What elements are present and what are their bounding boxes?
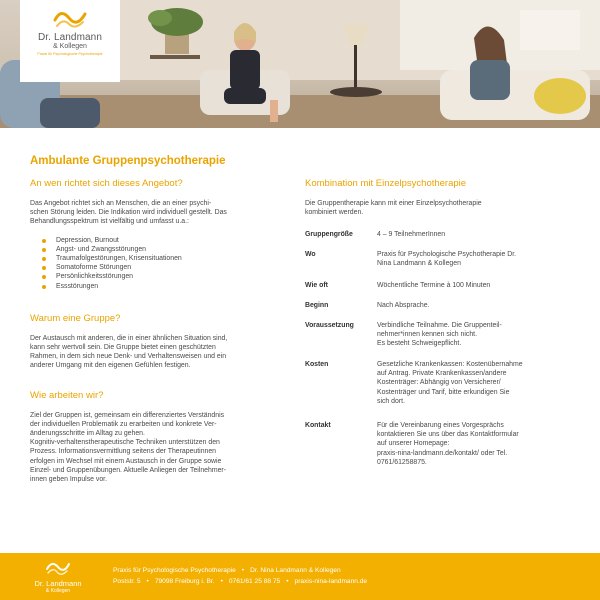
right-column xyxy=(305,178,570,217)
logo-subtitle: & Kollegen xyxy=(53,43,87,50)
list-item: Angst- und Zwangsstörungen xyxy=(30,245,290,254)
text-line: Es besteht Schweigepflicht. xyxy=(377,340,462,348)
info-key: Wo xyxy=(305,251,316,258)
footer-separator: • xyxy=(286,578,289,585)
text-line: Behandlungsspektrum ist vielfältig und umfasst u.a.: xyxy=(30,218,189,226)
info-key: Kosten xyxy=(305,361,329,368)
text-line: Rahmen, in dem sich neue Denk- und Verhaltensweisen und ein xyxy=(30,353,227,361)
footer-city: 79098 Freiburg i. Br. xyxy=(154,578,215,585)
text-line: Wöchentliche Termine à 100 Minuten xyxy=(377,282,491,289)
footer-separator: • xyxy=(146,578,149,585)
section-text-audience xyxy=(30,199,290,227)
info-key: Gruppengröße xyxy=(305,231,353,238)
section-heading-how-we-work: Wie arbeiten wir? xyxy=(30,389,104,401)
text-line: Kostenträger: Abhängig von Versicherer/ xyxy=(377,379,501,387)
info-value xyxy=(377,301,570,310)
contact-phone[interactable]: 0761/61258875. xyxy=(377,458,427,466)
section-text-why-group xyxy=(30,334,290,371)
list-item: Traumafolgestörungen, Krisensituationen xyxy=(30,254,290,263)
text-line: schen Störung leiden. Die Indikation wird individuell gestellt. Das xyxy=(30,209,227,217)
info-key: Wie oft xyxy=(305,282,328,289)
text-line: Ziel der Gruppen ist, gemeinsam ein differenziertes Verständnis xyxy=(30,411,225,419)
text-line: Das Angebot richtet sich an Menschen, die an einer psychi- xyxy=(30,200,212,207)
footer-separator: • xyxy=(220,578,223,585)
text-line: Verbindliche Teilnahme. Die Gruppenteil- xyxy=(377,322,502,329)
footer-line-practice xyxy=(113,567,341,574)
info-value xyxy=(377,281,570,290)
section-text-combination xyxy=(305,199,570,217)
footer-logo-subtitle: & Kollegen xyxy=(45,588,71,594)
footer-website[interactable]: praxis-nina-landmann.de xyxy=(294,578,368,585)
indication-list xyxy=(30,236,290,291)
info-value xyxy=(377,421,570,467)
text-line: Nina Landmann & Kollegen xyxy=(377,260,461,268)
text-line: Der Austausch mit anderen, die in einer ähnlichen Situation sind, xyxy=(30,334,228,342)
text-line: änderungsschritte im Alltag zu gehen. xyxy=(30,430,145,438)
footer-separator: • xyxy=(241,567,245,574)
logo-wave-icon xyxy=(53,8,87,30)
footer-practice: Praxis für Psychologische Psychotherapie xyxy=(113,567,236,574)
footer-doctor: Dr. Nina Landmann & Kollegen xyxy=(250,567,341,574)
footer-street: Poststr. 5 xyxy=(113,578,141,585)
text-line: erfolgen im Wechsel mit einem Austausch in der Gruppe sowie xyxy=(30,457,222,465)
text-line: kann sehr wertvoll sein. Die Gruppe bietet einen geschützten xyxy=(30,344,216,352)
logo-name: Dr. Landmann xyxy=(37,32,103,43)
text-line: 4 – 9 TeilnehmerInnen xyxy=(377,231,446,238)
text-line: auf Antrag. Private Krankenkassen/andere xyxy=(377,370,507,378)
page-title: Ambulante Gruppenpsychotherapie xyxy=(30,155,226,167)
text-line: Prozess. Informationsvermittlung seitens der Therapeutinnen xyxy=(30,448,217,456)
info-key: Beginn xyxy=(305,302,329,309)
text-line: Gesetzliche Krankenkassen: Kostenübernahme xyxy=(377,361,523,368)
list-item: Somatoforme Störungen xyxy=(30,263,290,272)
info-value xyxy=(377,321,570,349)
list-item: Persönlichkeitsstörungen xyxy=(30,272,290,281)
text-line: Für die Vereinbarung eines Vorgesprächs xyxy=(377,422,504,429)
info-value xyxy=(377,360,570,406)
text-line: kontaktieren Sie uns über das Kontaktformular xyxy=(377,431,519,439)
info-value xyxy=(377,230,570,239)
text-line: Kostenträger und Tarif, bitte erkundigen Sie xyxy=(377,388,510,396)
text-line: Die Gruppentherapie kann mit einer Einzelpsychotherapie xyxy=(305,200,482,207)
text-line: Nach Absprache. xyxy=(377,302,430,309)
left-column xyxy=(30,178,290,484)
footer-phone[interactable]: 0761/61 25 88 75 xyxy=(228,578,281,585)
footer-logo[interactable] xyxy=(28,561,88,594)
text-line: der individuellen Problematik zu erarbeiten und konkrete Ver- xyxy=(30,420,217,428)
section-heading-why-group: Warum eine Gruppe? xyxy=(30,312,121,324)
text-line: Praxis für Psychologische Psychotherapie Dr. xyxy=(377,251,517,258)
footer-line-address xyxy=(113,578,367,585)
text-line: sich dort. xyxy=(377,397,405,405)
text-line: auf unserer Homepage: xyxy=(377,440,450,448)
info-value xyxy=(377,250,570,268)
text-line: innen geben Impulse vor. xyxy=(30,476,107,484)
list-item: Essstörungen xyxy=(30,282,290,291)
section-heading-audience: An wen richtet sich dieses Angebot? xyxy=(30,178,183,189)
footer-logo-name: Dr. Landmann xyxy=(34,579,82,588)
text-line: kombiniert werden. xyxy=(305,209,364,217)
text-line: anderer Umgang mit den eigenen Gefühlen festigen. xyxy=(30,362,191,370)
text-line: nehmer*innen kennen sich nicht. xyxy=(377,331,477,339)
info-key: Voraussetzung xyxy=(305,322,354,329)
footer xyxy=(0,553,600,600)
contact-link[interactable]: praxis-nina-landmann.de/kontakt/ oder Tel. xyxy=(377,449,508,457)
footer-logo-wave-icon xyxy=(45,561,71,575)
section-text-how-we-work xyxy=(30,411,290,485)
text-line: Einzel- und Gruppenübungen. Aktuelle Anliegen der Teilnehmer- xyxy=(30,466,227,474)
text-line: Kognitiv-verhaltenstherapeutische Techniken unterstützen den xyxy=(30,439,220,447)
list-item: Depression, Burnout xyxy=(30,236,290,245)
logo[interactable] xyxy=(20,0,120,82)
logo-tagline: Praxis für Psychologische Psychotherapie xyxy=(37,52,103,56)
section-heading-combination: Kombination mit Einzelpsychotherapie xyxy=(305,178,467,189)
info-key: Kontakt xyxy=(305,422,331,429)
